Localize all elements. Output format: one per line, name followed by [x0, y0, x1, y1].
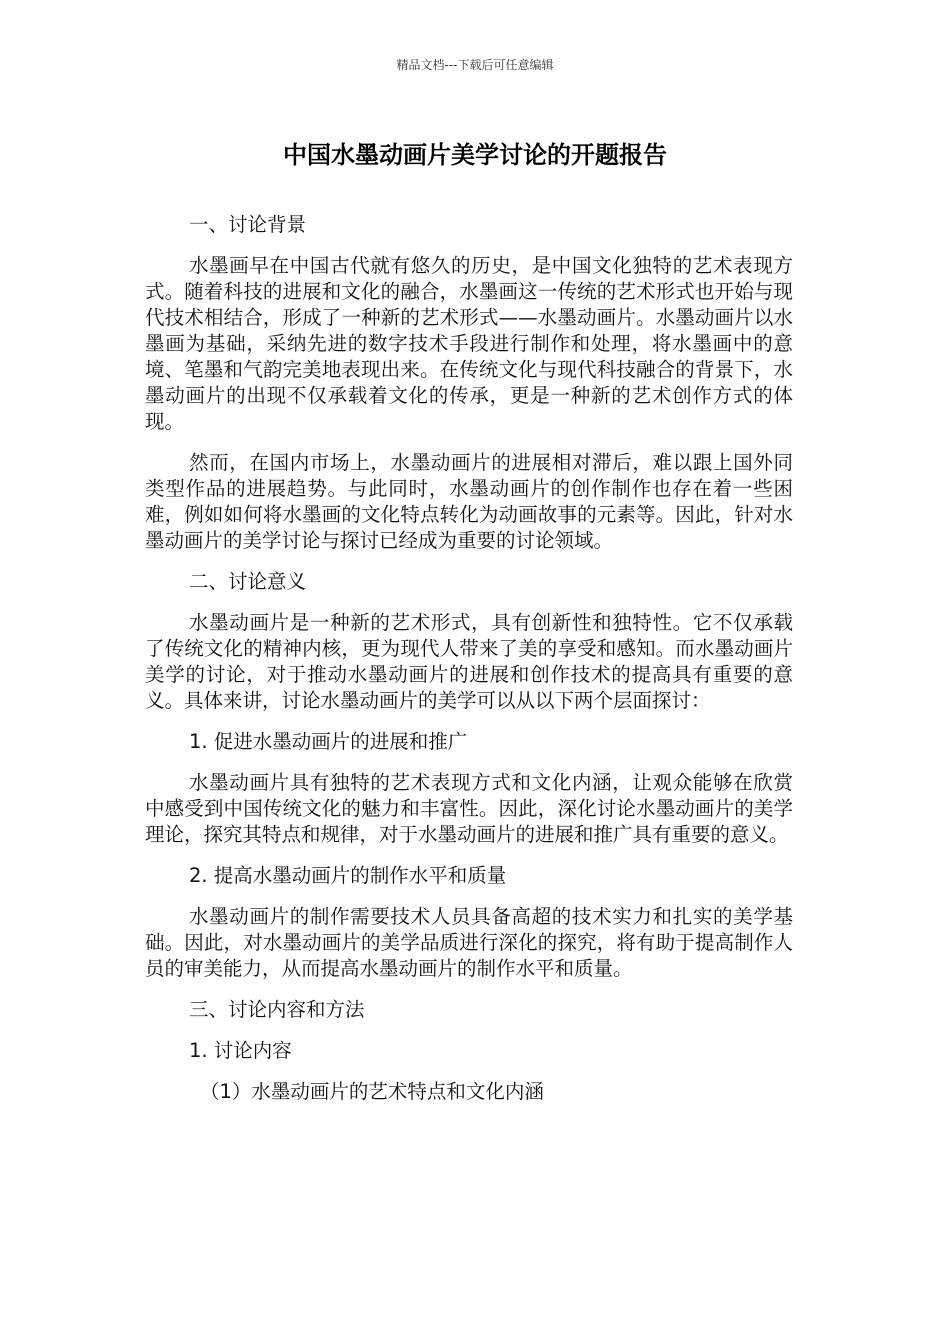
section-heading-content-methods: 三、讨论内容和方法	[189, 998, 365, 1021]
paragraph: 水墨画早在中国古代就有悠久的历史，是中国文化独特的艺术表现方式。随着科技的进展和文化的融合，水墨画这一传统的艺术形式也开始与现代技术相结合，形成了一种新的艺术形式——水墨动画片。水墨动画片以水墨画为基础，采纳先进的数字技术手段进行制作和处理，将水墨画中的意境、笔墨和气韵完美地表现出来。在传统文化与现代科技融合的背景下，水墨动画片的出现不仅承载着文化的传承，更是一种新的艺术创作方式的体现。	[145, 254, 793, 433]
paragraph: 水墨动画片的制作需要技术人员具备高超的技术实力和扎实的美学基础。因此，对水墨动画片的美学品质进行深化的探究，将有助于提高制作人员的审美能力，从而提高水墨动画片的制作水平和质量。	[145, 905, 793, 980]
subheading: 2. 提高水墨动画片的制作水平和质量	[189, 864, 507, 887]
page-header-watermark: 精品文档---下载后可任意编辑	[396, 58, 554, 72]
subheading: 1. 讨论内容	[189, 1039, 292, 1062]
document-body	[145, 212, 793, 1120]
section-heading-significance: 二、讨论意义	[189, 570, 307, 593]
sub-subheading: （1）水墨动画片的艺术特点和文化内涵	[200, 1080, 544, 1103]
document-title: 中国水墨动画片美学讨论的开题报告	[283, 141, 667, 169]
paragraph: 水墨动画片具有独特的艺术表现方式和文化内涵，让观众能够在欣赏中感受到中国传统文化的魅力和丰富性。因此，深化讨论水墨动画片的美学理论，探究其特点和规律，对于水墨动画片的进展和推广具有重要的意义。	[145, 771, 793, 846]
paragraph: 水墨动画片是一种新的艺术形式，具有创新性和独特性。它不仅承载了传统文化的精神内核，更为现代人带来了美的享受和感知。而水墨动画片美学的讨论，对于推动水墨动画片的进展和创作技术的提高具有重要的意义。具体来讲，讨论水墨动画片的美学可以从以下两个层面探讨：	[145, 611, 793, 712]
subheading: 1. 促进水墨动画片的进展和推广	[189, 730, 468, 753]
paragraph: 然而，在国内市场上，水墨动画片的进展相对滞后，难以跟上国外同类型作品的进展趋势。与此同时，水墨动画片的创作制作也存在着一些困难，例如如何将水墨画的文化特点转化为动画故事的元素等。因此，针对水墨动画片的美学讨论与探讨已经成为重要的讨论领域。	[145, 451, 793, 552]
section-heading-background: 一、讨论背景	[189, 213, 307, 236]
